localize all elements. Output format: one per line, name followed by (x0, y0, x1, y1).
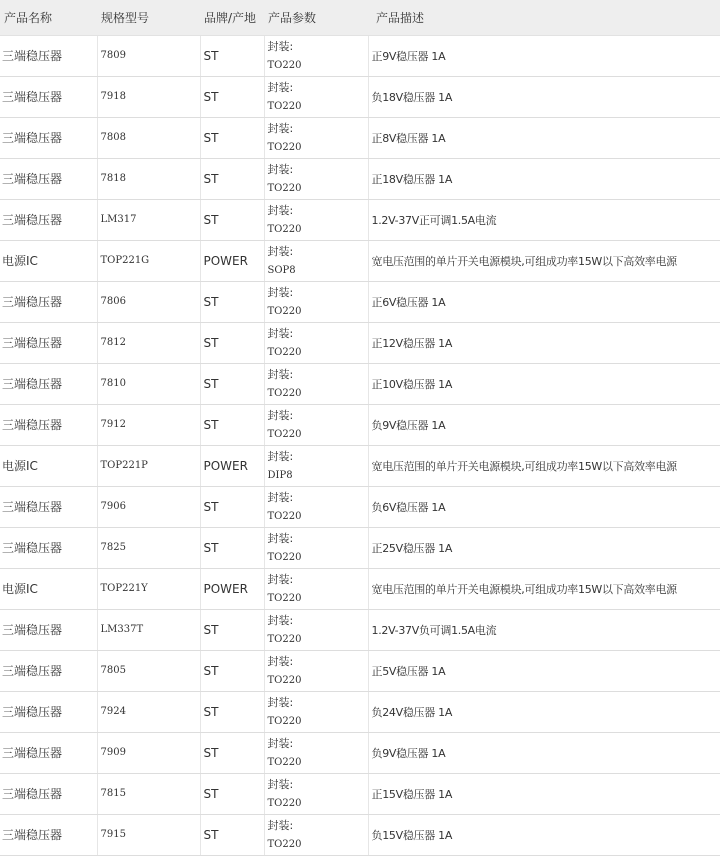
table-row (0, 322, 720, 363)
product-brand: ST (200, 773, 264, 814)
product-name: 电源IC (0, 568, 97, 609)
product-name: 三端稳压器 (0, 527, 97, 568)
param-package: TO220 (267, 387, 302, 399)
product-model: 7805 (97, 650, 200, 691)
product-model: 7810 (97, 363, 200, 404)
param-package: TO220 (267, 305, 302, 317)
product-description: 正8V稳压器 1A (368, 117, 720, 158)
param-label: 封装: (267, 613, 294, 627)
product-brand: POWER (200, 445, 264, 486)
product-name: 三端稳压器 (0, 650, 97, 691)
table-row (0, 527, 720, 568)
param-package: TO220 (267, 141, 302, 153)
param-label: 封装: (267, 531, 294, 545)
param-label: 封装: (267, 736, 294, 750)
product-description: 宽电压范围的单片开关电源模块,可组成功率15W以下高效率电源 (368, 568, 720, 609)
product-brand: POWER (200, 240, 264, 281)
param-package: TO220 (267, 633, 302, 645)
product-description: 负6V稳压器 1A (368, 486, 720, 527)
param-package: TO220 (267, 592, 302, 604)
param-package: TO220 (267, 428, 302, 440)
header-model: 规格型号 (97, 0, 200, 35)
product-model: 7818 (97, 158, 200, 199)
product-params (264, 773, 368, 814)
product-brand: POWER (200, 568, 264, 609)
product-params (264, 281, 368, 322)
product-model: LM317 (97, 199, 200, 240)
product-brand: ST (200, 199, 264, 240)
table-row (0, 240, 720, 281)
product-brand: ST (200, 363, 264, 404)
product-brand: ST (200, 76, 264, 117)
header-description: 产品描述 (368, 0, 720, 35)
product-model: 7825 (97, 527, 200, 568)
product-model: TOP221P (97, 445, 200, 486)
product-name: 电源IC (0, 240, 97, 281)
table-row (0, 609, 720, 650)
param-package: SOP8 (267, 264, 296, 276)
param-package: TO220 (267, 715, 302, 727)
table-row (0, 199, 720, 240)
product-params (264, 404, 368, 445)
product-name: 三端稳压器 (0, 486, 97, 527)
product-name: 三端稳压器 (0, 691, 97, 732)
product-model: LM337T (97, 609, 200, 650)
param-package: TO220 (267, 510, 302, 522)
param-label: 封装: (267, 39, 294, 53)
param-label: 封装: (267, 654, 294, 668)
product-description: 正10V稳压器 1A (368, 363, 720, 404)
param-package: TO220 (267, 346, 302, 358)
table-row (0, 404, 720, 445)
product-name: 三端稳压器 (0, 76, 97, 117)
product-name: 三端稳压器 (0, 117, 97, 158)
product-description: 正18V稳压器 1A (368, 158, 720, 199)
param-package: TO220 (267, 182, 302, 194)
param-label: 封装: (267, 326, 294, 340)
param-package: DIP8 (267, 469, 293, 481)
table-row (0, 158, 720, 199)
table-row (0, 732, 720, 773)
product-brand: ST (200, 404, 264, 445)
product-description: 负9V稳压器 1A (368, 732, 720, 773)
product-params (264, 814, 368, 855)
product-description: 1.2V-37V正可调1.5A电流 (368, 199, 720, 240)
product-name: 电源IC (0, 445, 97, 486)
product-model: 7806 (97, 281, 200, 322)
header-product-name: 产品名称 (0, 0, 97, 35)
header-row (0, 0, 720, 35)
table-row (0, 76, 720, 117)
product-model: 7812 (97, 322, 200, 363)
product-params (264, 568, 368, 609)
table-row (0, 363, 720, 404)
product-description: 正25V稳压器 1A (368, 527, 720, 568)
param-label: 封装: (267, 367, 294, 381)
product-name: 三端稳压器 (0, 609, 97, 650)
product-params (264, 35, 368, 76)
param-package: TO220 (267, 100, 302, 112)
product-params (264, 322, 368, 363)
product-params (264, 158, 368, 199)
param-package: TO220 (267, 674, 302, 686)
product-description: 宽电压范围的单片开关电源模块,可组成功率15W以下高效率电源 (368, 445, 720, 486)
param-label: 封装: (267, 572, 294, 586)
table-row (0, 650, 720, 691)
product-description: 负24V稳压器 1A (368, 691, 720, 732)
param-package: TO220 (267, 838, 302, 850)
product-model: 7918 (97, 76, 200, 117)
param-label: 封装: (267, 818, 294, 832)
param-label: 封装: (267, 449, 294, 463)
product-description: 负18V稳压器 1A (368, 76, 720, 117)
product-brand: ST (200, 691, 264, 732)
param-label: 封装: (267, 121, 294, 135)
product-params (264, 691, 368, 732)
product-params (264, 732, 368, 773)
param-label: 封装: (267, 695, 294, 709)
product-brand: ST (200, 281, 264, 322)
param-label: 封装: (267, 244, 294, 258)
product-name: 三端稳压器 (0, 281, 97, 322)
product-params (264, 527, 368, 568)
param-label: 封装: (267, 285, 294, 299)
product-description: 正5V稳压器 1A (368, 650, 720, 691)
product-model: 7815 (97, 773, 200, 814)
product-model: 7924 (97, 691, 200, 732)
product-params (264, 445, 368, 486)
product-name: 三端稳压器 (0, 199, 97, 240)
param-package: TO220 (267, 551, 302, 563)
product-params (264, 609, 368, 650)
product-model: 7809 (97, 35, 200, 76)
product-params (264, 117, 368, 158)
product-params (264, 199, 368, 240)
product-params (264, 363, 368, 404)
product-brand: ST (200, 732, 264, 773)
param-label: 封装: (267, 777, 294, 791)
product-name: 三端稳压器 (0, 322, 97, 363)
table-row (0, 486, 720, 527)
product-model: 7808 (97, 117, 200, 158)
product-brand: ST (200, 527, 264, 568)
product-model: 7912 (97, 404, 200, 445)
product-model: 7906 (97, 486, 200, 527)
product-description: 正15V稳压器 1A (368, 773, 720, 814)
param-label: 封装: (267, 490, 294, 504)
product-brand: ST (200, 35, 264, 76)
product-model: TOP221G (97, 240, 200, 281)
product-name: 三端稳压器 (0, 35, 97, 76)
product-brand: ST (200, 322, 264, 363)
table-row (0, 691, 720, 732)
product-brand: ST (200, 814, 264, 855)
table-row (0, 117, 720, 158)
table-row (0, 568, 720, 609)
param-package: TO220 (267, 59, 302, 71)
table-row (0, 814, 720, 855)
product-model: TOP221Y (97, 568, 200, 609)
table-row (0, 773, 720, 814)
product-name: 三端稳压器 (0, 404, 97, 445)
product-name: 三端稳压器 (0, 732, 97, 773)
product-params (264, 240, 368, 281)
product-model: 7915 (97, 814, 200, 855)
product-name: 三端稳压器 (0, 363, 97, 404)
product-brand: ST (200, 650, 264, 691)
product-brand: ST (200, 609, 264, 650)
product-description: 负9V稳压器 1A (368, 404, 720, 445)
product-name: 三端稳压器 (0, 773, 97, 814)
product-name: 三端稳压器 (0, 158, 97, 199)
table-row (0, 445, 720, 486)
product-brand: ST (200, 158, 264, 199)
param-label: 封装: (267, 203, 294, 217)
table-header (0, 0, 720, 35)
product-brand: ST (200, 486, 264, 527)
param-label: 封装: (267, 408, 294, 422)
product-description: 正9V稳压器 1A (368, 35, 720, 76)
product-model: 7909 (97, 732, 200, 773)
table-body (0, 35, 720, 855)
product-params (264, 76, 368, 117)
product-description: 负15V稳压器 1A (368, 814, 720, 855)
product-description: 1.2V-37V负可调1.5A电流 (368, 609, 720, 650)
param-label: 封装: (267, 80, 294, 94)
param-package: TO220 (267, 223, 302, 235)
product-description: 正6V稳压器 1A (368, 281, 720, 322)
header-brand: 品牌/产地 (200, 0, 264, 35)
table-row (0, 281, 720, 322)
product-params (264, 650, 368, 691)
product-description: 正12V稳压器 1A (368, 322, 720, 363)
param-package: TO220 (267, 797, 302, 809)
product-description: 宽电压范围的单片开关电源模块,可组成功率15W以下高效率电源 (368, 240, 720, 281)
product-params (264, 486, 368, 527)
param-package: TO220 (267, 756, 302, 768)
param-label: 封装: (267, 162, 294, 176)
table-row (0, 35, 720, 76)
product-brand: ST (200, 117, 264, 158)
product-name: 三端稳压器 (0, 814, 97, 855)
header-params: 产品参数 (264, 0, 368, 35)
